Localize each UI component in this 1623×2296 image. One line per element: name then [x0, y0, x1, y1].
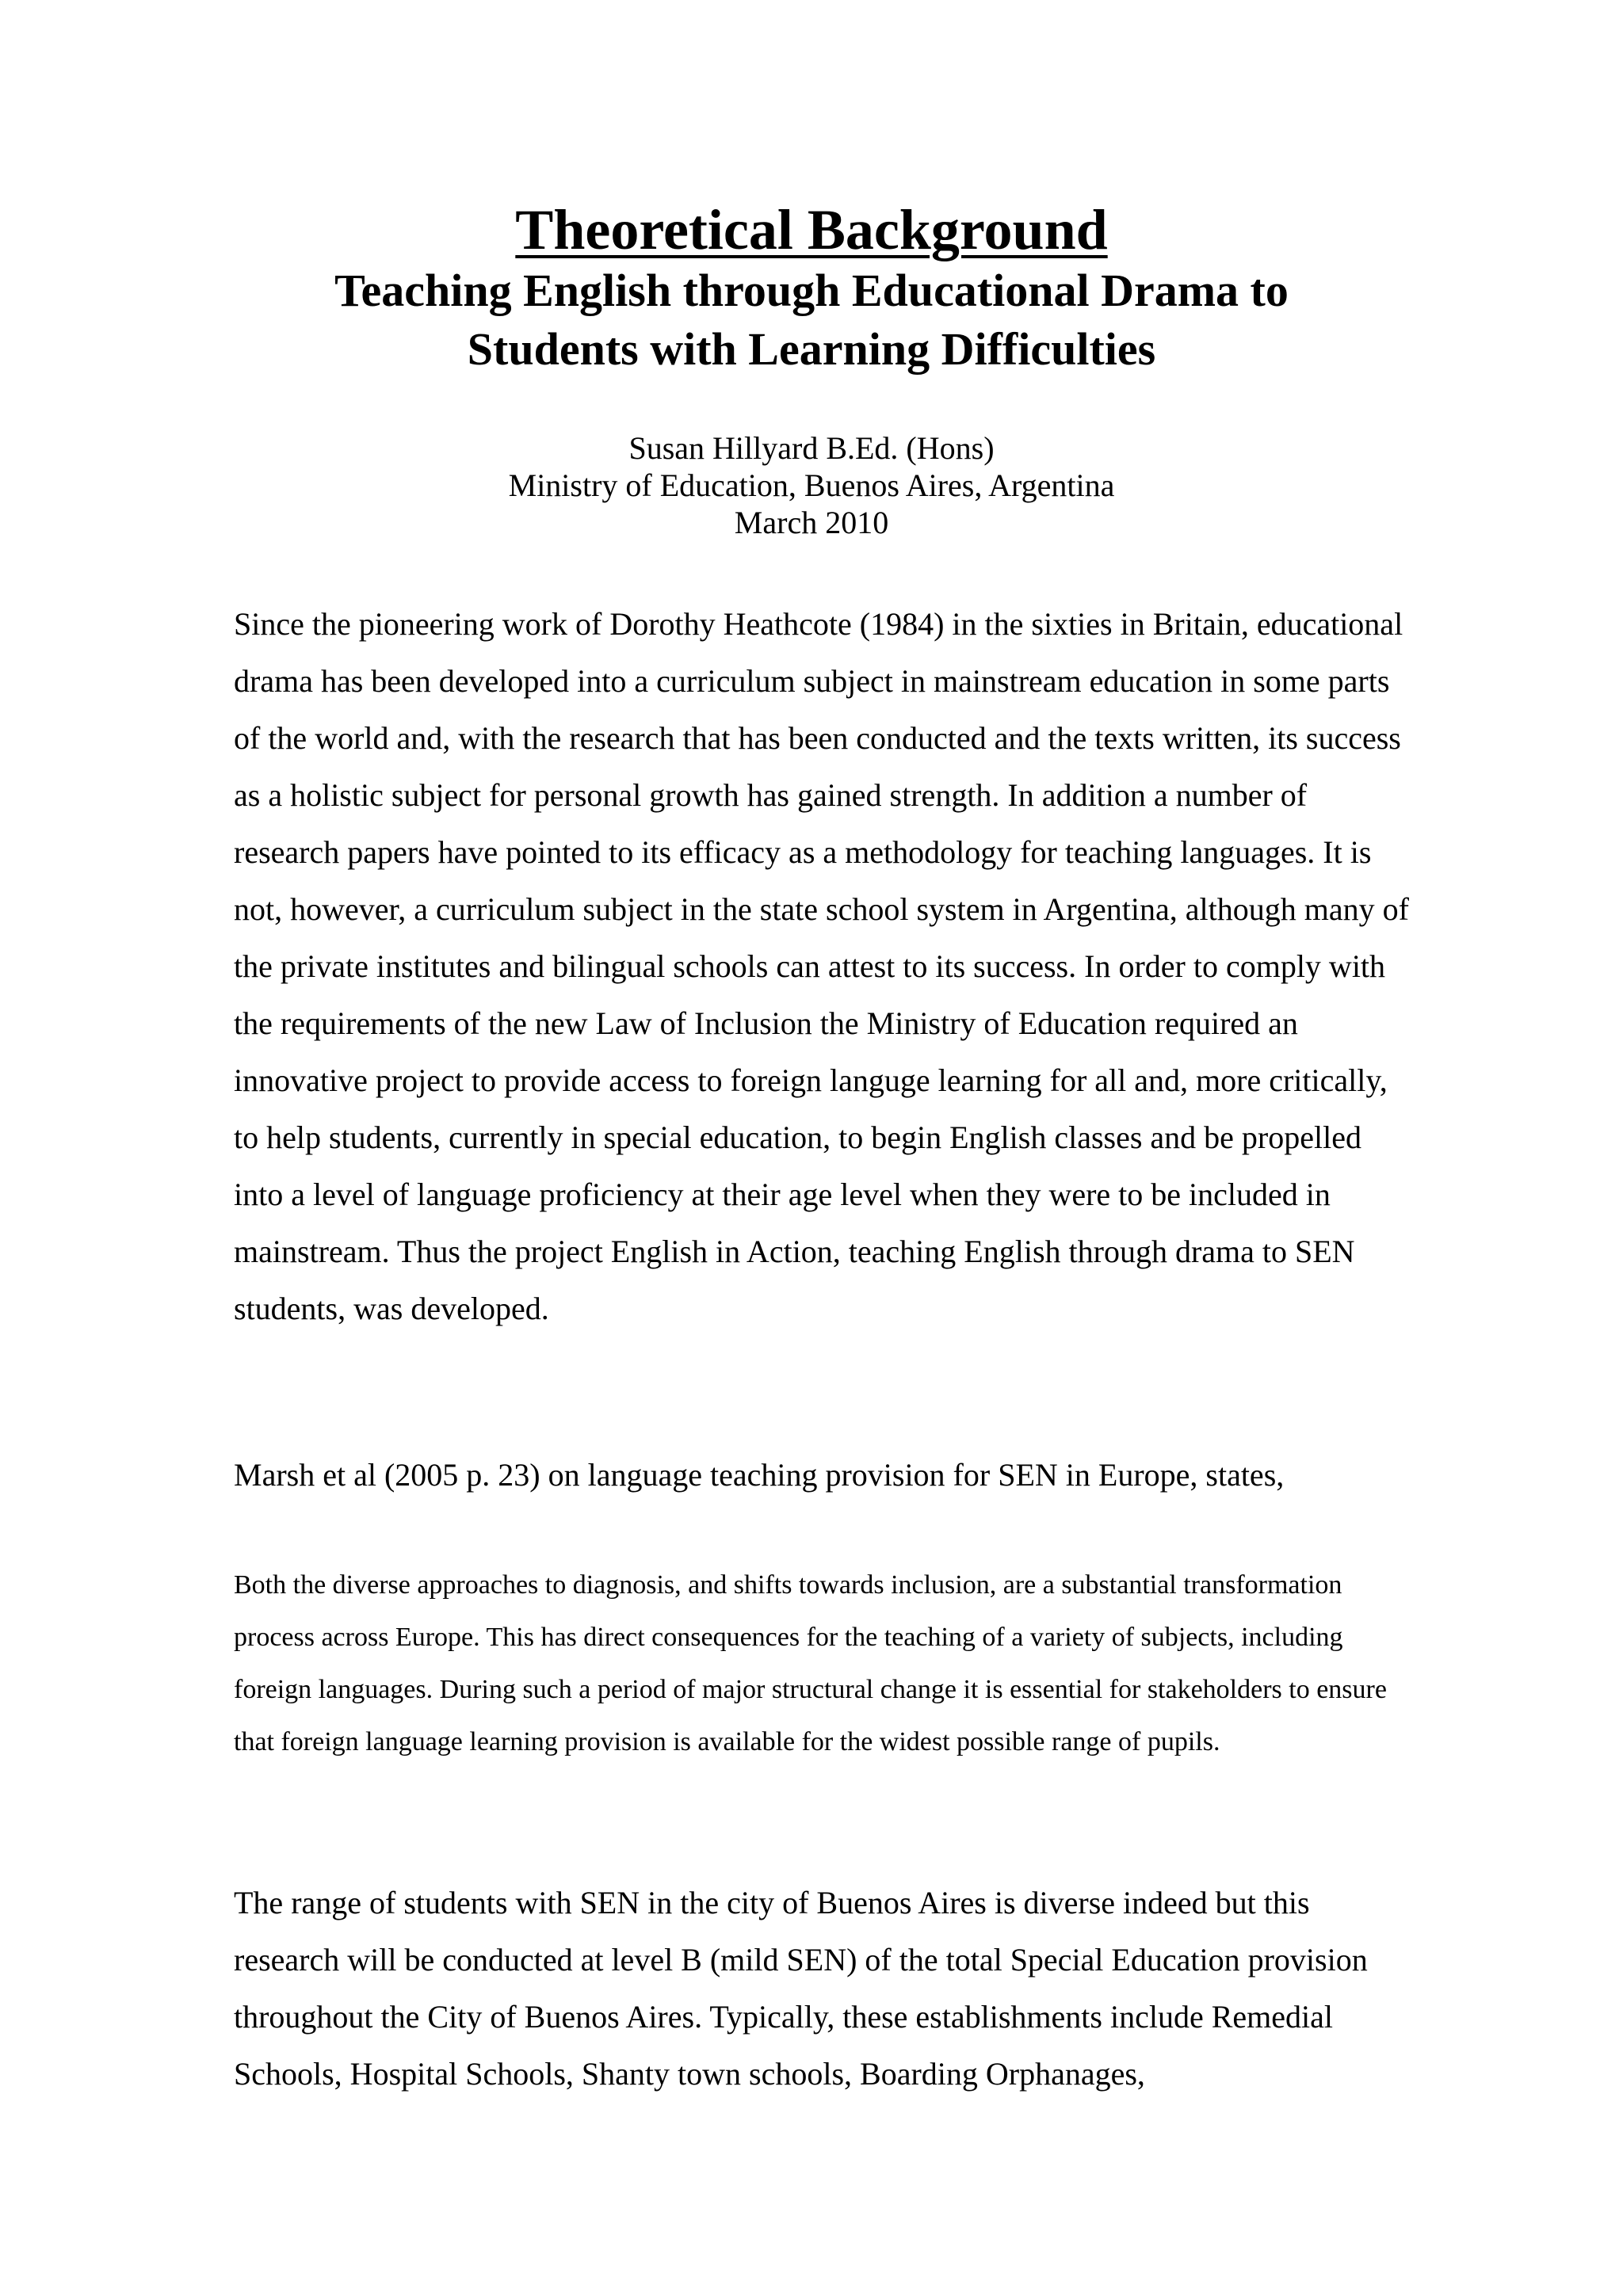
author-affiliation: Ministry of Education, Buenos Aires, Argentina	[508, 467, 1115, 503]
author-name: Susan Hillyard B.Ed. (Hons)	[628, 430, 995, 466]
body-paragraph-2: Marsh et al (2005 p. 23) on language teaching provision for SEN in Europe, states,	[234, 1457, 1285, 1493]
body-paragraph-3: The range of students with SEN in the city of Buenos Aires is diverse indeed but this research will be conducted at level B (mild SEN) of the total Special Education provision throughout the City of Buenos Aires. Typically, these establishments include Remedial Schools, Hospital Schools, Shanty town schools, Boarding Orphanages,	[234, 1885, 1368, 2092]
page-subtitle	[0, 261, 1623, 379]
subtitle-line-2: Students with Learning Difficulties	[467, 323, 1156, 375]
body-paragraph-1: Since the pioneering work of Dorothy Heathcote (1984) in the sixties in Britain, educational drama has been developed into a curriculum subject in mainstream education in some parts of the world and, with the research that has been conducted and the texts written, its success as a holistic subject for personal growth has gained strength. In addition a number of research papers have pointed to its efficacy as a methodology for teaching languages. It is not, however, a curriculum subject in the state school system in Argentina, although many of the private institutes and bilingual schools can attest to its success. In order to comply with the requirements of the new Law of Inclusion the Ministry of Education required an innovative project to provide access to foreign languge learning for all and, more critically, to help students, currently in special education, to begin English classes and be propelled into a level of language proficiency at their age level when they were to be included in mainstream. Thus the project English in Action, teaching English through drama to SEN students, was developed.	[234, 606, 1409, 1326]
publication-date: March 2010	[734, 505, 889, 540]
block-quote: Both the diverse approaches to diagnosis, and shifts towards inclusion, are a substantial transformation process across Europe. This has direct consequences for the teaching of a variety of subjects, including foreign languages. During such a period of major structural change it is essential for stakeholders to ensure that foreign language learning provision is available for the widest possible range of pupils.	[234, 1570, 1387, 1756]
subtitle-line-1: Teaching English through Educational Drama to	[334, 265, 1289, 316]
page-title: Theoretical Background	[515, 198, 1108, 261]
author-block	[0, 429, 1623, 541]
